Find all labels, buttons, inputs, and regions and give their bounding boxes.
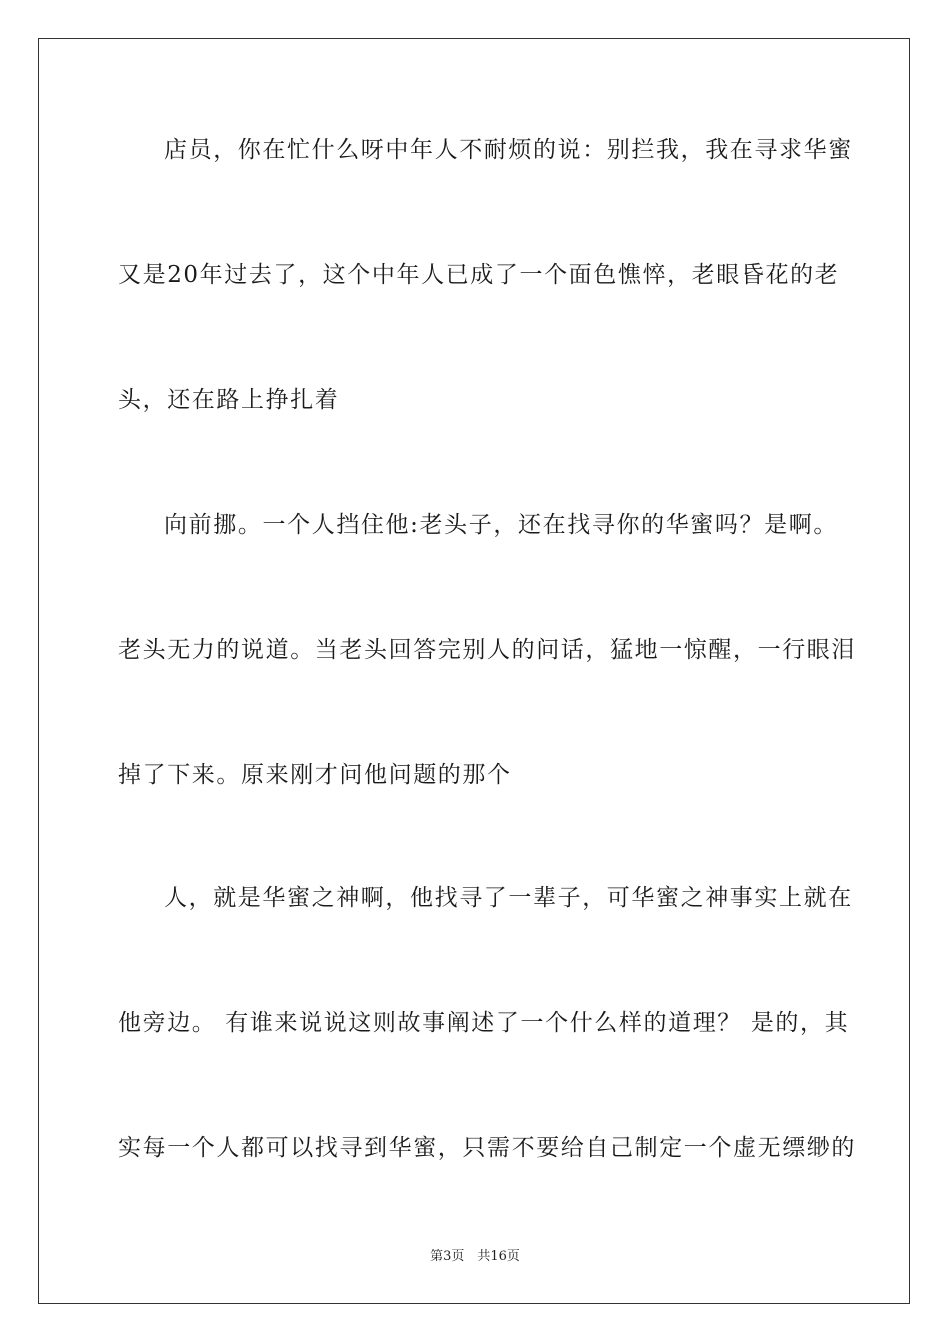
text-line-6: 掉了下来。原来刚才问他问题的那个 <box>118 762 512 788</box>
page-number-footer: 第3页 共16页 <box>430 1249 520 1264</box>
text-line-7: 人，就是华蜜之神啊，他找寻了一辈子，可华蜜之神事实上就在 <box>164 885 853 911</box>
text-line-3: 头，还在路上挣扎着 <box>118 387 340 413</box>
text-line-2: 又是20年过去了，这个中年人已成了一个面色憔悴，老眼昏花的老 <box>118 262 840 288</box>
text-line-8: 他旁边。 有谁来说说这则故事阐述了一个什么样的道理？ 是的，其 <box>118 1010 850 1036</box>
text-line-9: 实每一个人都可以找寻到华蜜，只需不要给自己制定一个虚无缥缈的 <box>118 1135 856 1161</box>
text-line-1: 店员，你在忙什么呀中年人不耐烦的说：别拦我，我在寻求华蜜 <box>164 137 853 163</box>
page-border <box>38 38 910 1304</box>
text-line-5: 老头无力的说道。当老头回答完别人的问话，猛地一惊醒，一行眼泪 <box>118 637 856 663</box>
text-line-4: 向前挪。一个人挡住他:老头子，还在找寻你的华蜜吗？是啊。 <box>164 512 838 538</box>
